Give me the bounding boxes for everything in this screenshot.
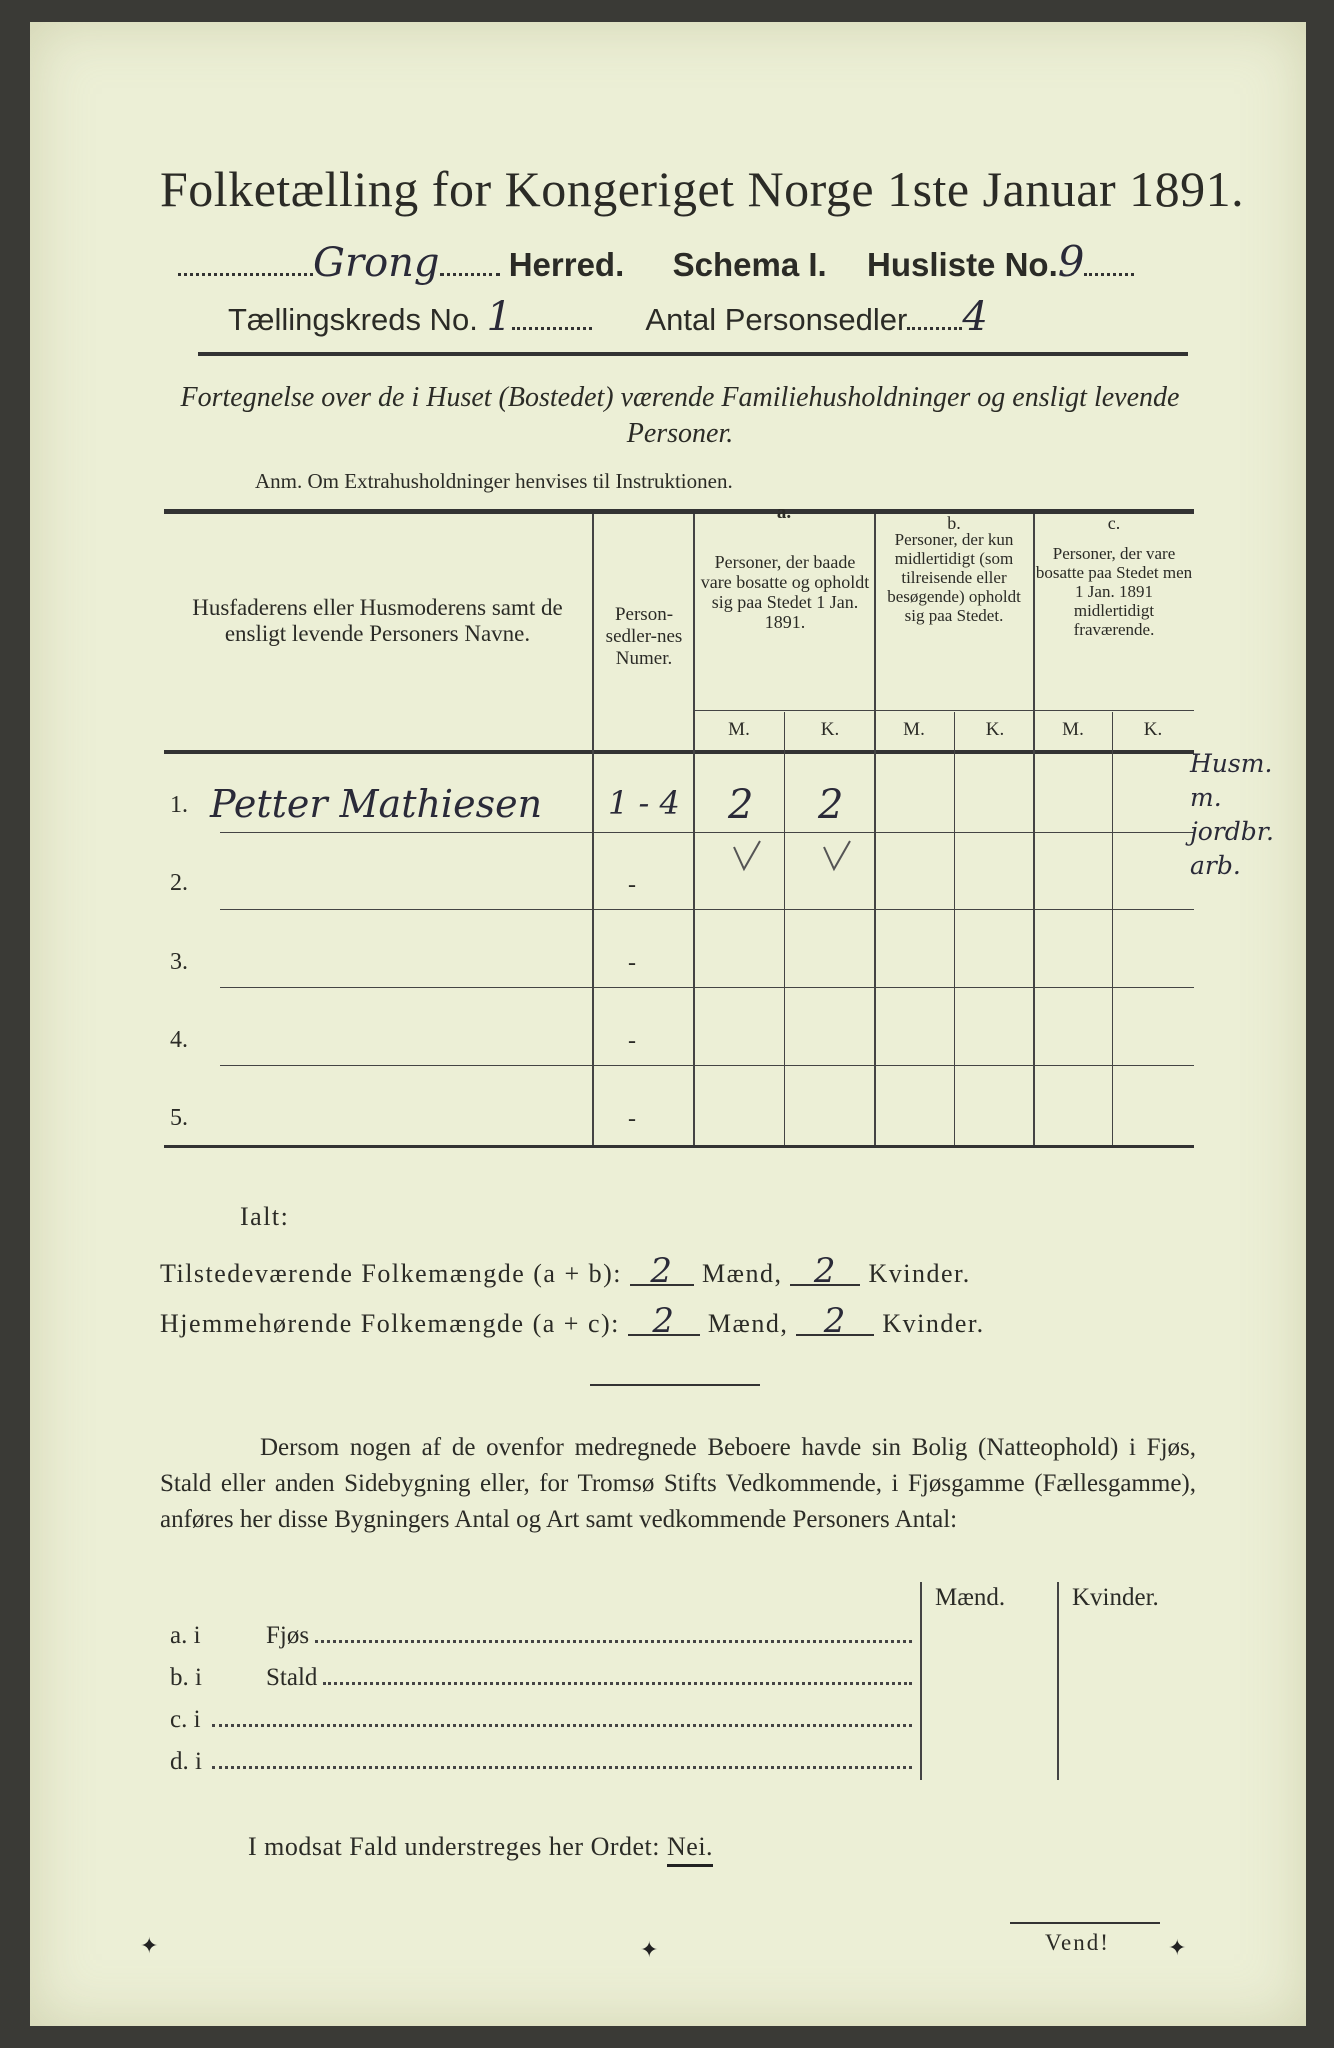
buildings-col-divider [1057, 1582, 1059, 1780]
hjemme-line [160, 1301, 985, 1341]
maend-label: Mænd, [707, 1309, 789, 1338]
col-divider [693, 514, 695, 1145]
col-num-header: Person-sedler-nes Numer. [605, 604, 683, 669]
col-b-letter: b. [947, 513, 961, 533]
nei-word: Nei. [667, 1832, 713, 1867]
building-item [170, 1622, 920, 1664]
kreds-value: 1 [486, 294, 512, 340]
subheader-rule [693, 710, 1194, 711]
husliste-label: Husliste No. [867, 246, 1058, 283]
building-item-letter: b. i [170, 1664, 202, 1691]
maend-label: Mænd, [702, 1259, 783, 1288]
footer-line [248, 1832, 713, 1867]
row-number: 3. [170, 949, 188, 975]
intro-text: Fortegnelse over de i Huset (Bostedet) værende Familiehusholdninger og ensligt levende Personer. [180, 382, 1180, 449]
buildings-col-divider [920, 1582, 922, 1780]
row-rule [220, 832, 1194, 833]
row-number: 2. [170, 870, 188, 896]
col-a-header: Personer, der baade vare bosatte og opholdt sig paa Stedet 1 Jan. 1891. [700, 552, 870, 632]
col-c-letter: c. [1107, 513, 1121, 533]
col-divider [1112, 712, 1113, 1145]
hjemme-label: Hjemmehørende Folkemængde (a + c): [160, 1309, 620, 1338]
personsedler-dash: - [628, 872, 636, 898]
row-number: 1. [170, 792, 188, 818]
kvinder-label: Kvinder. [868, 1259, 971, 1288]
form-title: Folketælling for Kongeriget Norge 1ste Januar 1891. [160, 161, 1245, 217]
footer-text: I modsat Fald understreges her Ordet: [248, 1832, 661, 1861]
schema-label: Schema I. [672, 246, 827, 283]
buildings-maend-header: Mænd. [935, 1584, 1006, 1611]
buildings-list [170, 1622, 920, 1790]
kreds-label: Tællingskreds No. [228, 302, 478, 337]
m-label: M. [728, 719, 750, 740]
herred-value: Grong [313, 240, 440, 286]
census-form-page [30, 22, 1306, 2026]
head-of-household-name: Petter Mathiesen [210, 782, 543, 826]
registration-mark: ✦ [1168, 1936, 1187, 1961]
checkmarks [730, 837, 880, 877]
table-bottom-rule [164, 1145, 1194, 1148]
k-label: K. [985, 719, 1005, 740]
building-item-type: Fjøs [266, 1622, 310, 1649]
row-rule [220, 909, 1194, 910]
row-rule [220, 987, 1194, 988]
building-item-letter: d. i [170, 1748, 202, 1775]
a-male-count: 2 [728, 782, 754, 828]
husliste-value: 9 [1057, 237, 1085, 286]
k-label: K. [820, 719, 840, 740]
col-names-header: Husfaderens eller Husmoderens samt de ensligt levende Personers Navne. [192, 595, 563, 646]
building-item-letter: a. i [170, 1622, 201, 1649]
personsedler-dash: - [628, 1028, 636, 1054]
tilstede-label: Tilstedeværende Folkemængde (a + b): [160, 1259, 622, 1288]
kvinder-label: Kvinder. [882, 1309, 985, 1338]
registration-mark: ✦ [640, 1938, 659, 1963]
vend-rule [1010, 1922, 1160, 1924]
building-item [170, 1706, 920, 1748]
building-item-type: Stald [266, 1664, 318, 1691]
vend-label: Vend! [1045, 1930, 1110, 1955]
m-label: M. [903, 719, 925, 740]
building-item [170, 1664, 920, 1706]
row-rule [220, 1065, 1194, 1066]
hjemme-male-count: 2 [628, 1308, 700, 1336]
registration-mark: ✦ [140, 1934, 159, 1959]
k-label: K. [1143, 719, 1163, 740]
col-divider [592, 514, 594, 1145]
buildings-kvinder-header: Kvinder. [1072, 1584, 1159, 1611]
anm-note: Anm. Om Extrahusholdninger henvises til Instruktionen. [255, 469, 733, 493]
margin-note: Husm. m. jordbr. arb. [1190, 749, 1274, 880]
row-number: 5. [170, 1105, 188, 1131]
building-item [170, 1748, 920, 1790]
col-a-letter: a. [776, 502, 792, 523]
col-b-header: Personer, der kun midlertidigt (som tilreisende eller besøgende) opholdt sig paa Stedet. [887, 530, 1021, 625]
col-divider [954, 712, 955, 1145]
hjemme-female-count: 2 [796, 1308, 874, 1336]
m-label: M. [1062, 719, 1084, 740]
ialt-label: Ialt: [240, 1202, 290, 1231]
antal-value: 4 [962, 294, 988, 340]
a-female-count: 2 [818, 782, 844, 828]
antal-label: Antal Personsedler [645, 302, 908, 337]
tilstede-male-count: 2 [630, 1258, 694, 1286]
col-c-header: Personer, der vare bosatte paa Stedet men 1 Jan. 1891 midlertidigt fraværende. [1035, 544, 1193, 639]
section-divider [590, 1384, 760, 1386]
header-rule [198, 352, 1188, 356]
kreds-line [228, 294, 988, 340]
tilstede-female-count: 2 [790, 1258, 860, 1286]
herred-label: Herred. [508, 246, 625, 283]
herred-line [178, 237, 1134, 286]
personsedler-dash: - [628, 1106, 636, 1132]
building-item-letter: c. i [170, 1706, 201, 1733]
row-number: 4. [170, 1027, 188, 1053]
col-divider [784, 712, 785, 1145]
tilstede-line [160, 1251, 971, 1291]
personsedler-range: 1 - 4 [608, 784, 680, 822]
personsedler-dash: - [628, 950, 636, 976]
table-header-rule [164, 750, 1194, 754]
buildings-paragraph: Dersom nogen af de ovenfor medregnede Beboere havde sin Bolig (Natteophold) i Fjøs, Stald eller anden Sidebygning eller, for Tromsø Stifts Vedkommende, i Fjøsgamme (Fællesgamme), anføres her disse Bygningers Antal og Art samt vedkommende Personers Antal: [160, 1434, 1196, 1533]
